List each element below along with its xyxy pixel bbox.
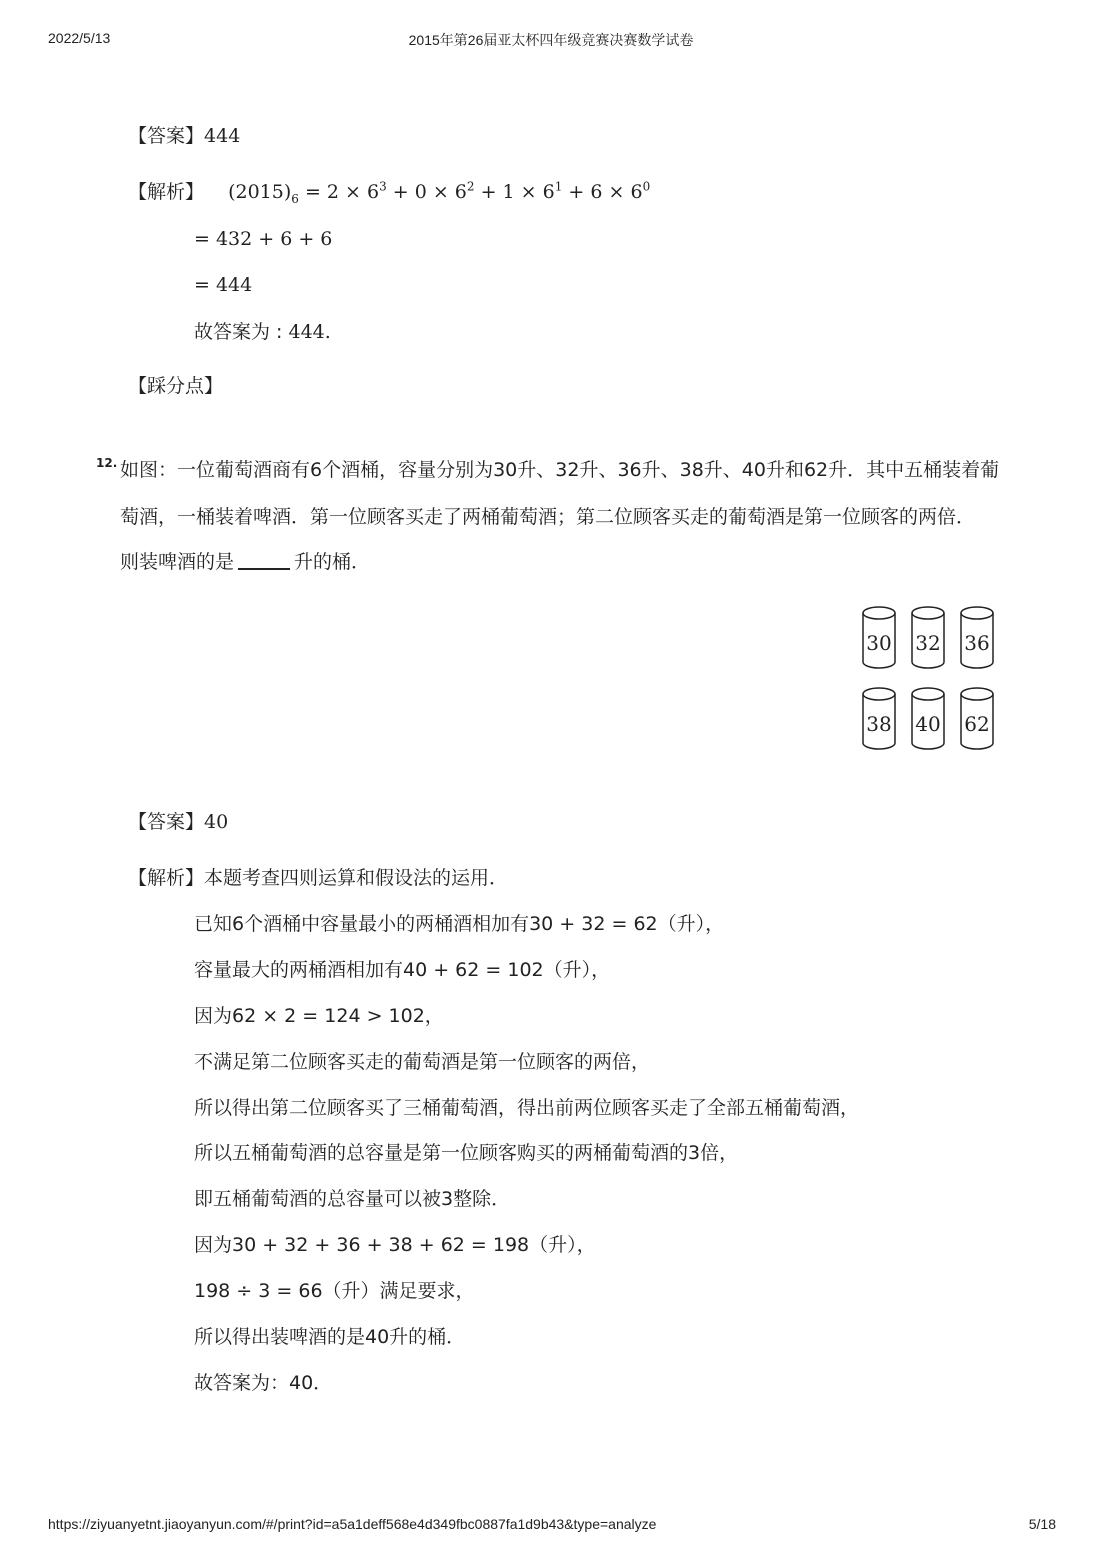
barrel-label: 38 xyxy=(866,712,892,736)
q12-text-line-3: 则装啤酒的是 升的桶． xyxy=(120,551,371,573)
q11-conclusion: 故答案为 : 444. xyxy=(194,321,331,343)
barrels-figure xyxy=(855,600,1005,760)
q11-equation-3: = 444 xyxy=(194,274,253,296)
analysis-step: 因为30 + 32 + 36 + 38 + 62 = 198（升）， xyxy=(194,1234,596,1256)
barrel-36 xyxy=(961,607,993,668)
barrel-32 xyxy=(912,607,944,668)
q12-analysis xyxy=(128,866,508,890)
barrel-30 xyxy=(863,607,895,668)
q12-answer xyxy=(128,810,228,834)
answer-value: 444 xyxy=(204,125,241,147)
analysis-step: 198 ÷ 3 = 66（升）满足要求， xyxy=(194,1280,475,1302)
q11-equation-2: = 432 + 6 + 6 xyxy=(194,228,333,250)
q11-equation-1: $(2015)_6 = 2 \times 6^3 + 0 \times 6^2 + 1 \times 6^1 + 6 \times 6^0$ xyxy=(228,179,651,206)
answer-label: 【答案】 xyxy=(128,125,205,147)
analysis-label: 【解析】 xyxy=(128,867,205,889)
q11-answer xyxy=(128,124,240,148)
analysis-step: 即五桶葡萄酒的总容量可以被3整除． xyxy=(194,1188,511,1210)
answer-label: 【答案】 xyxy=(128,811,205,833)
answer-blank xyxy=(238,550,290,570)
analysis-intro: 本题考查四则运算和假设法的运用． xyxy=(204,867,509,889)
analysis-step: 已知6个酒桶中容量最小的两桶酒相加有30 + 32 = 62（升）， xyxy=(194,913,725,935)
barrel-38 xyxy=(863,688,895,749)
print-date: 2022/5/13 xyxy=(48,30,111,46)
answer-value: 40 xyxy=(204,811,229,833)
barrel-label: 40 xyxy=(915,712,941,736)
barrel-label: 36 xyxy=(964,631,990,655)
analysis-step: 所以得出第二位顾客买了三桶葡萄酒，得出前两位顾客买走了全部五桶葡萄酒， xyxy=(194,1097,860,1119)
page-url: https://ziyuanyetnt.jiaoyanyun.com/#/print?id=a5a1deff568e4d349fbc0887fa1d9b43&type=analyze xyxy=(48,1516,657,1532)
page-number: 5/18 xyxy=(1028,1516,1056,1532)
barrel-label: 30 xyxy=(866,631,892,655)
q11-scoring-points: 【踩分点】 xyxy=(128,375,224,397)
analysis-step: 容量最大的两桶酒相加有40 + 62 = 102（升）， xyxy=(194,959,611,981)
question-number: 12. xyxy=(96,456,118,470)
analysis-label: 【解析】 xyxy=(128,181,205,203)
q12-text-line-2: 萄酒，一桶装着啤酒．第一位顾客买走了两桶葡萄酒；第二位顾客买走的葡萄酒是第一位顾客的两倍． xyxy=(120,506,976,528)
analysis-step: 所以五桶葡萄酒的总容量是第一位顾客购买的两桶葡萄酒的3倍， xyxy=(194,1142,739,1164)
q12-text-line-1: 如图：一位葡萄酒商有6个酒桶，容量分别为30升、32升、36升、38升、40升和62升．其中五桶装着葡 xyxy=(120,459,1000,481)
analysis-step: 因为62 × 2 = 124 > 102， xyxy=(194,1005,444,1027)
analysis-step: 故答案为：40． xyxy=(194,1372,333,1394)
analysis-step: 不满足第二位顾客买走的葡萄酒是第一位顾客的两倍， xyxy=(194,1051,651,1073)
barrel-label: 32 xyxy=(915,631,941,655)
barrel-40 xyxy=(912,688,944,749)
analysis-step: 所以得出装啤酒的是40升的桶． xyxy=(194,1326,466,1348)
q11-analysis xyxy=(128,180,650,204)
barrel-label: 62 xyxy=(964,712,990,736)
document-title: 2015年第26届亚太杯四年级竞赛决赛数学试卷 xyxy=(408,32,694,48)
barrel-62 xyxy=(961,688,993,749)
